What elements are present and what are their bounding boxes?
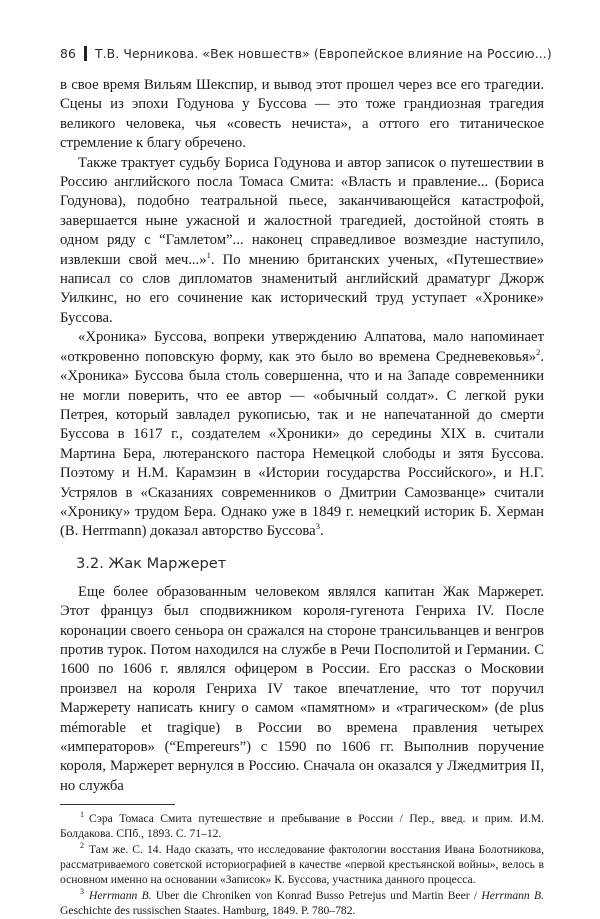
paragraph-text: «Хроника» Буссова, вопреки утверждению Алпатова, мало напоминает «откровенно поповскую форму, как это было во времена Средневековья» — [60, 329, 544, 365]
footnote-divider — [60, 804, 175, 805]
paragraph-chronicle — [60, 328, 544, 541]
footnote-mark: 2 — [80, 841, 84, 851]
footnote-text: Geschichte des russischen Staates. Hamburg, 1849. P. 780–782. — [60, 904, 356, 918]
paragraph-text: . — [319, 523, 324, 540]
paragraph-margeret: Еще более образованным человеком являлся капитан Жак Маржерет. Этот француз был сподвижником короля-гугенота Генриха IV. После коронации своего сеньора он сражался на стороне трансильванцев и венгров против турок. Потом находился на службе в Речи Посполитой и Германии. С 1600 по 1606 г. являлся офицером в России. Его рассказ о Московии произвел на короля Генриха IV такое впечатление, что тот поручил Маржерету написать книгу о самом «памятном» и «трагическом» (de plus mémorable et tragique) в России во времена правления четырех «императоров» (“Empereurs”) с 1590 по 1606 гг. Выполнив поручение короля, Маржерет вернулся в Россию. Сначала он оказался у Лжедмитрия II, но служба — [60, 583, 544, 794]
footnote-text: Сэра Томаса Смита путешествие и пребывание в России / Пер., введ. и прим. И.М. Болдакова. СПб., 1893. С. 71–12. — [60, 812, 544, 841]
running-title: Т.В. Черникова. «Век новшеств» (Европейское влияние на Россию...) — [94, 46, 552, 61]
footnote-ref: 2 — [536, 346, 541, 357]
section-heading: 3.2. Жак Маржерет — [76, 554, 227, 572]
header-divider — [84, 46, 87, 61]
footnote-ref: 1 — [206, 249, 211, 260]
paragraph-continued: в свое время Вильям Шекспир, и вывод этот прошел через все его трагедии. Сцены из эпохи Годунова у Буссова — это тоже грандиозная трагедия великого человека, чья «совесть нечиста», а оттого его титаническое стремление к благу обречено. — [60, 77, 544, 152]
running-header — [60, 46, 560, 61]
footnote-text: Uber die Chroniken von Konrad Busso Petrejus und Martin Beer / — [151, 889, 482, 903]
footnote-mark: 1 — [80, 810, 84, 820]
footnote-author: Herrmann B. — [481, 889, 545, 903]
paragraph-smith — [60, 154, 544, 329]
paragraph-text: . «Хроника» Буссова была столь совершенна, что и на Западе современники не могли поверить, что ее автор — «обычный солдат». С легкой руки Петрея, который завладел рукописью, так и не напечатанной до смерти Буссова в 1617 г., создателем «Хроники» до середины XIX в. считали Мартина Бера, лютеранского пастора Немецкой слободы и зятя Буссова. Поэтому и Н.М. Карамзин в «Истории государства Российского», и Н.Г. Устрялов в «Сказаниях современников о Дмитрии Самозванце» считали «Хронику» трудом Бера. Однако уже в 1849 г. немецкий историк Б. Херман (B. Herrmann) доказал авторство Буссова — [60, 348, 544, 540]
footnote-mark: 3 — [80, 887, 84, 897]
page-number: 86 — [60, 46, 76, 61]
footnote — [60, 888, 544, 918]
footnote-text: Там же. С. 14. Надо сказать, что исследование фактологии восстания Ивана Болотникова, рассматриваемого советской историографией в качестве «первой крестьянской войны», велось в основном именно на основании «Записок» К. Буссова, участника данного процесса. — [60, 843, 544, 887]
footnote — [60, 811, 544, 841]
footnote — [60, 842, 544, 887]
paragraph-text: . По мнению британских ученых, «Путешествие» написал со слов дипломатов знаменитый английский драматург Джорж Уилкинс, но его сочинение как исторический труд уступает «Хронике» Буссова. — [60, 251, 544, 326]
paragraph-text: Также трактует судьбу Бориса Годунова и автор записок о путешествии в Россию английского посла Томаса Смита: «Власть и правление... (Бориса Годунова), подобно театральной пьесе, заканчивающейся катастрофой, завершается ныне ужасной и жалостной трагедией, достойной стоять в одном ряду с “Гамлетом”... наконец справедливое возмездие наступило, извлекши свой меч...» — [60, 154, 544, 268]
footnote-author: Herrmann B. — [89, 889, 152, 903]
page-body — [60, 76, 544, 919]
footnote-ref: 3 — [315, 521, 320, 532]
